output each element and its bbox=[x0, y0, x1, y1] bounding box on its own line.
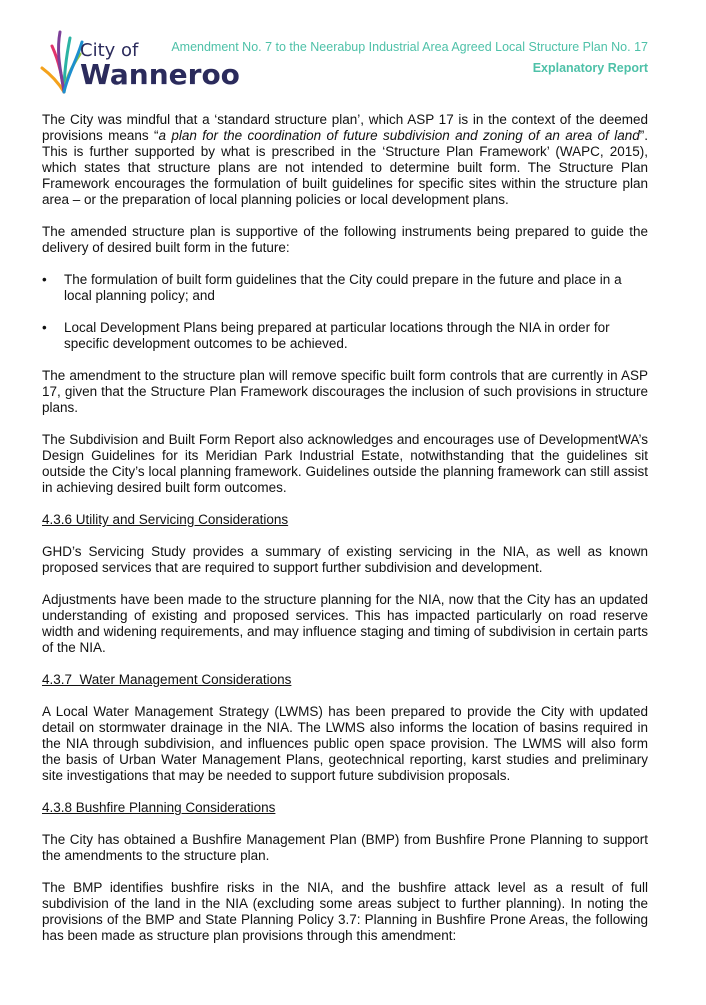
bullet-icon: • bbox=[42, 272, 47, 287]
heading-water-management: 4.3.7 Water Management Considerations bbox=[42, 672, 292, 687]
logo-text-wanneroo: Wanneroo bbox=[80, 58, 240, 91]
list-item-text: The formulation of built form guidelines that the City could prepare in the future and place in a local planning policy; and bbox=[64, 272, 622, 303]
logo-text-city-of: City of bbox=[80, 40, 139, 61]
list-item bbox=[42, 320, 648, 352]
logo-leaf-icon bbox=[40, 28, 84, 98]
bullet-icon: • bbox=[42, 320, 47, 335]
instrument-list bbox=[42, 272, 648, 352]
paragraph-2: The amended structure plan is supportive of the following instruments being prepared to guide the delivery of desired built form in the future: bbox=[42, 224, 648, 255]
paragraph-9: The BMP identifies bushfire risks in the NIA, and the bushfire attack level as a result of full subdivision of the land in the NIA (excluding some areas subject to further planning). In noting the provisions of the BMP and State Planning Policy 3.7: Planning in Bushfire Prone Areas, the following has been made as structure plan provisions through this amendment: bbox=[42, 880, 648, 943]
document-title: Amendment No. 7 to the Neerabup Industrial Area Agreed Local Structure Plan No. 17 bbox=[171, 40, 648, 54]
page-header bbox=[0, 0, 706, 110]
paragraph-1-end: ”. This is further supported by what is prescribed in the ‘Structure Plan Framework’ (WAPC, 2015), which states that structure plans are not intended to determine built form. The Structure Plan Framework encourages the formulation of built guidelines for specific sites within the structure plan area – or the preparation of local planning policies or local development plans. bbox=[42, 128, 648, 207]
paragraph-1 bbox=[42, 112, 648, 208]
document-subtitle: Explanatory Report bbox=[532, 61, 648, 75]
paragraph-4: The Subdivision and Built Form Report also acknowledges and encourages use of DevelopmentWA’s Design Guidelines for its Meridian Park Industrial Estate, notwithstanding that the guidelines sit outside the City’s local planning framework. Guidelines outside the planning framework can still assist in achieving desired built form outcomes. bbox=[42, 432, 648, 495]
paragraph-3: The amendment to the structure plan will remove specific built form controls that are currently in ASP 17, given that the Structure Plan Framework discourages the inclusion of such provisions in structure plans. bbox=[42, 368, 648, 415]
heading-utility-servicing: 4.3.6 Utility and Servicing Considerations bbox=[42, 512, 289, 527]
paragraph-6: Adjustments have been made to the structure planning for the NIA, now that the City has an updated understanding of existing and proposed services. This has impacted particularly on road reserve width and widening requirements, and may influence staging and timing of subdivision in certain parts of the NIA. bbox=[42, 592, 648, 655]
city-of-wanneroo-logo bbox=[40, 28, 240, 100]
paragraph-7: A Local Water Management Strategy (LWMS) has been prepared to provide the City with updated detail on stormwater drainage in the NIA. The LWMS also informs the location of basins required in the NIA through subdivision, and influences public open space provision. The LWMS will also form the basis of Urban Water Management Plans, geotechnical reporting, karst studies and preliminary site investigations that may be needed to support future subdivision proposals. bbox=[42, 704, 648, 783]
paragraph-1-start: The City was mindful that a ‘standard structure plan’, which ASP 17 is in the context of the deemed provisions means “ bbox=[42, 112, 648, 143]
heading-bushfire-planning: 4.3.8 Bushfire Planning Considerations bbox=[42, 800, 276, 815]
paragraph-1-quote: a plan for the coordination of future subdivision and zoning of an area of land bbox=[158, 128, 640, 143]
list-item-text: Local Development Plans being prepared at particular locations through the NIA in order for specific development outcomes to be achieved. bbox=[64, 320, 610, 351]
list-item bbox=[42, 272, 648, 304]
paragraph-8: The City has obtained a Bushfire Management Plan (BMP) from Bushfire Prone Planning to support the amendments to the structure plan. bbox=[42, 832, 648, 863]
paragraph-5: GHD’s Servicing Study provides a summary of existing servicing in the NIA, as well as known proposed services that are required to support further subdivision and development. bbox=[42, 544, 648, 575]
document-body bbox=[42, 112, 648, 960]
